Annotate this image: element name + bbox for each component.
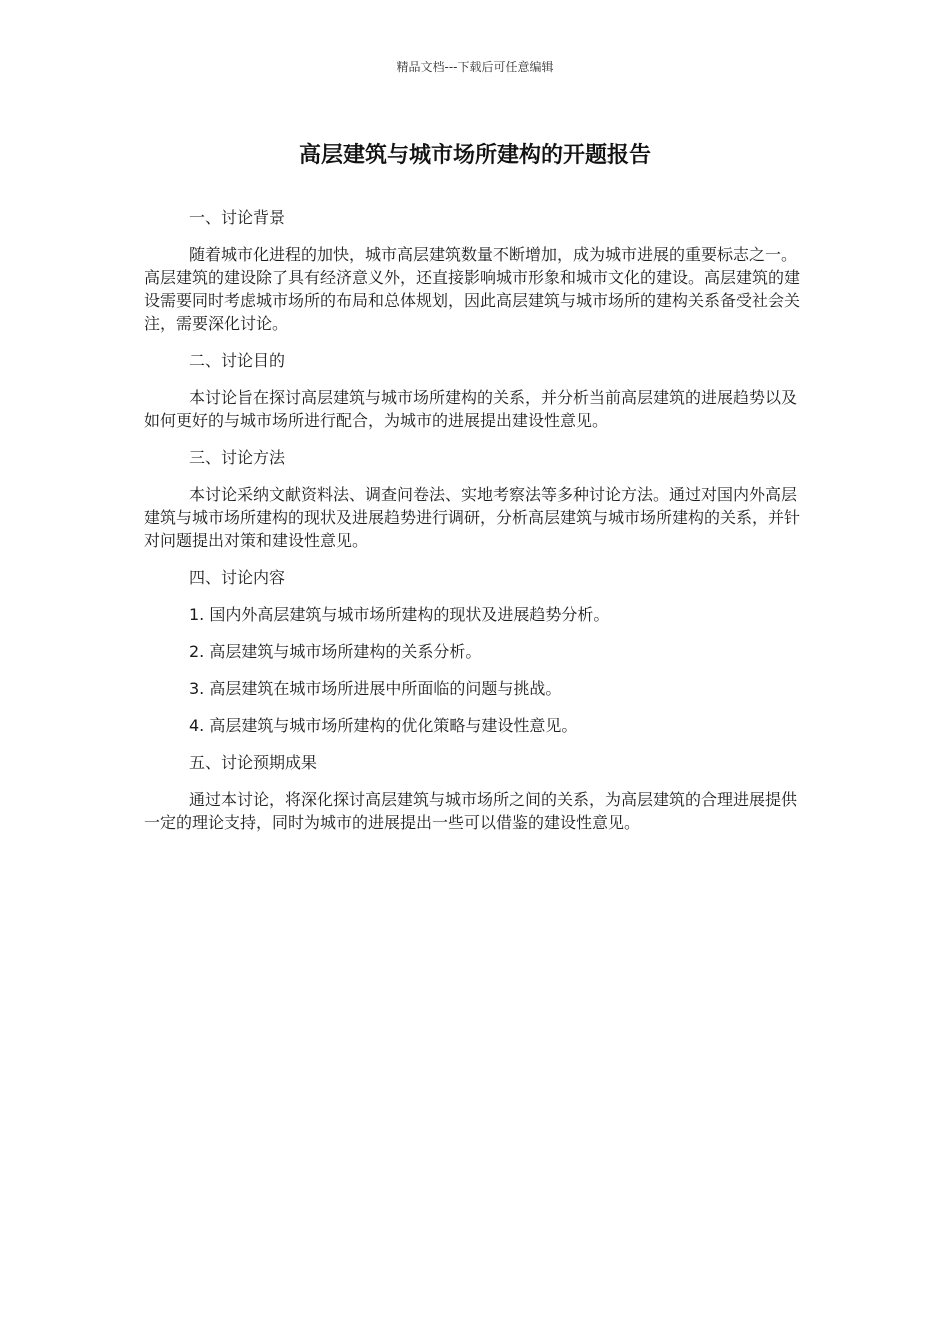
section-heading-content: 四、讨论内容 xyxy=(189,568,286,587)
section-heading-background: 一、讨论背景 xyxy=(189,208,286,227)
section-heading-purpose: 二、讨论目的 xyxy=(189,351,286,370)
content-list-item: 1. 国内外高层建筑与城市场所建构的现状及进展趋势分析。 xyxy=(189,605,610,624)
document-title: 高层建筑与城市场所建构的开题报告 xyxy=(298,143,651,168)
section-body-method: 本讨论采纳文献资料法、调查问卷法、实地考察法等多种讨论方法。通过对国内外高层建筑与城市场所建构的现状及进展趋势进行调研，分析高层建筑与城市场所建构的关系，并针对问题提出对策和建设性意见。 xyxy=(144,485,801,550)
section-body-outcomes: 通过本讨论，将深化探讨高层建筑与城市场所之间的关系，为高层建筑的合理进展提供一定的理论支持，同时为城市的进展提出一些可以借鉴的建设性意见。 xyxy=(144,790,798,832)
document-body xyxy=(144,206,806,848)
section-body-purpose: 本讨论旨在探讨高层建筑与城市场所建构的关系，并分析当前高层建筑的进展趋势以及如何更好的与城市场所进行配合，为城市的进展提出建设性意见。 xyxy=(144,388,798,430)
content-list-item: 3. 高层建筑在城市场所进展中所面临的问题与挑战。 xyxy=(189,679,562,698)
section-heading-method: 三、讨论方法 xyxy=(189,448,286,467)
content-list-item: 4. 高层建筑与城市场所建构的优化策略与建设性意见。 xyxy=(189,716,578,735)
content-list-item: 2. 高层建筑与城市场所建构的关系分析。 xyxy=(189,642,482,661)
header-note: 精品文档---下载后可任意编辑 xyxy=(396,60,554,74)
section-heading-outcomes: 五、讨论预期成果 xyxy=(189,753,318,772)
section-body-background: 随着城市化进程的加快，城市高层建筑数量不断增加，成为城市进展的重要标志之一。高层建筑的建设除了具有经济意义外，还直接影响城市形象和城市文化的建设。高层建筑的建设需要同时考虑城市场所的布局和总体规划，因此高层建筑与城市场所的建构关系备受社会关注，需要深化讨论。 xyxy=(144,245,801,333)
